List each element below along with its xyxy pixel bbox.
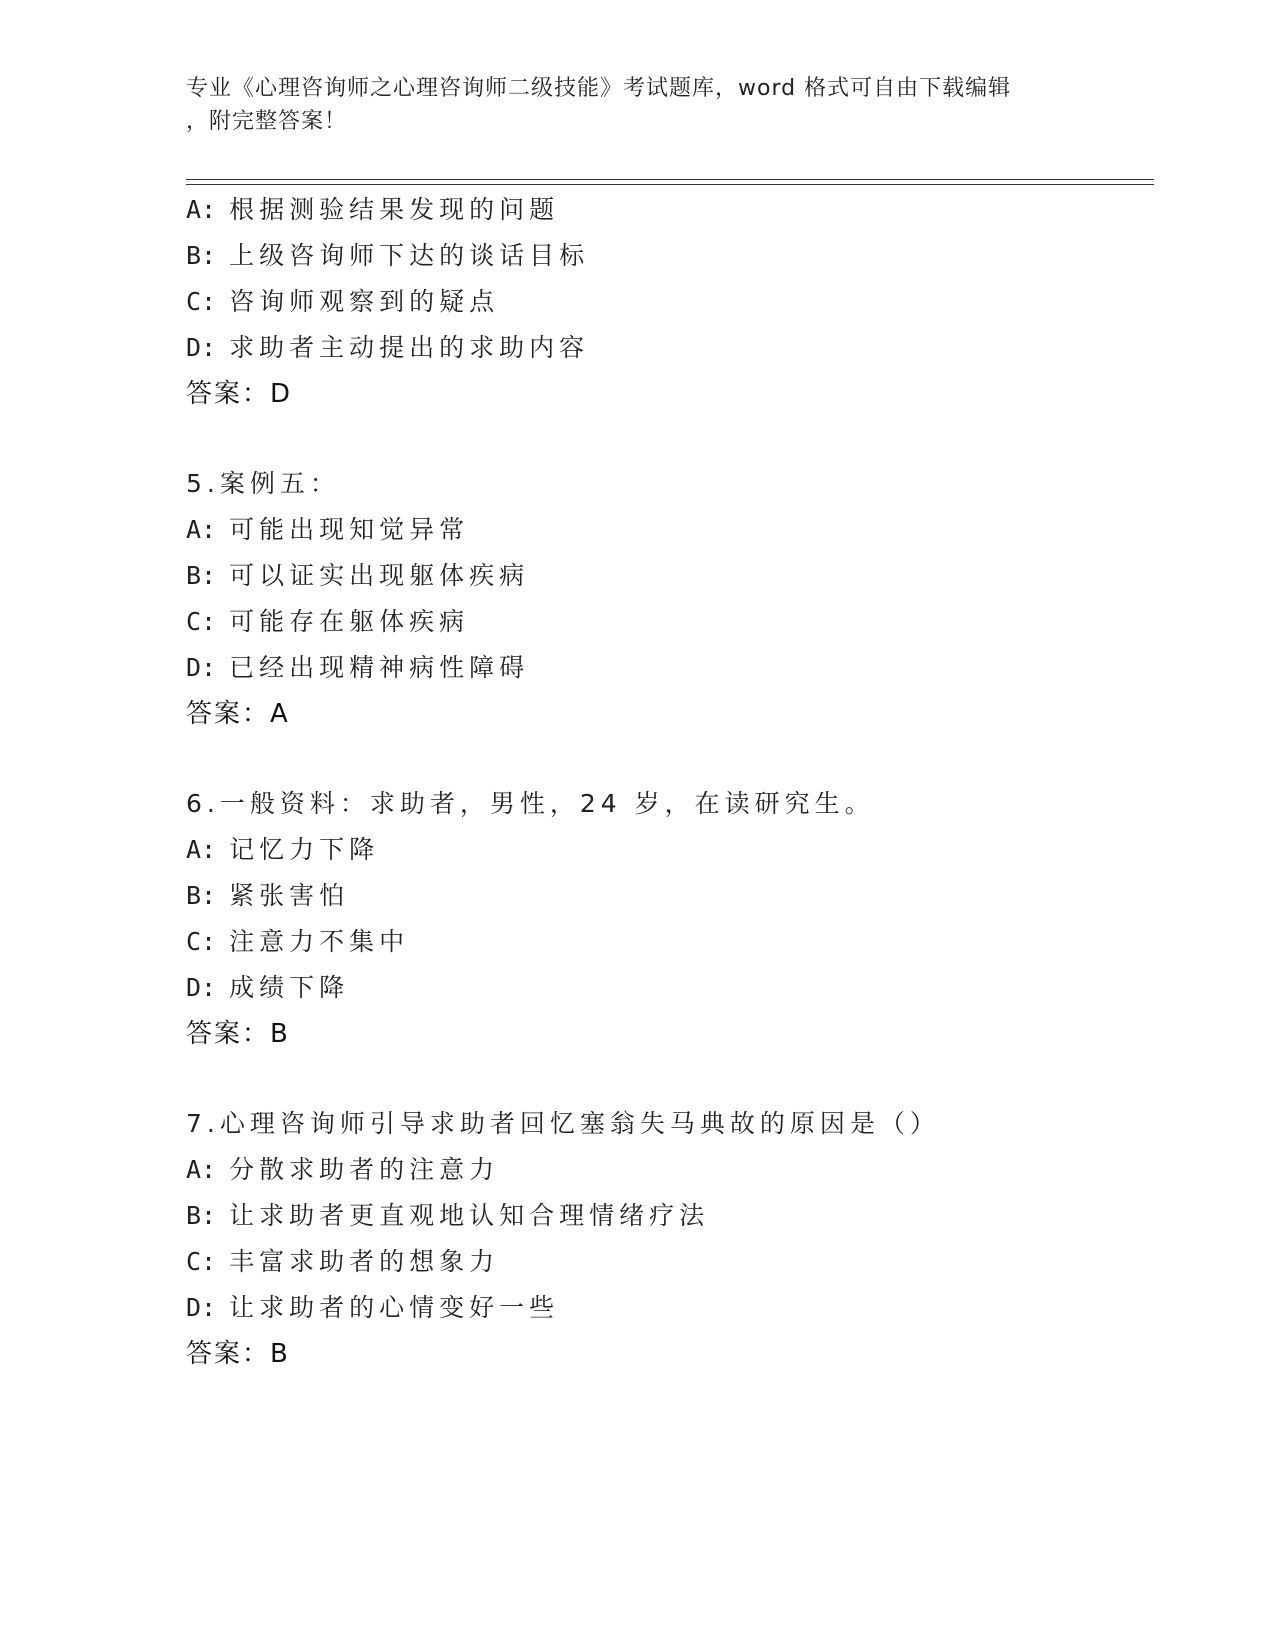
option-b: B: 让求助者更直观地认知合理情绪疗法	[186, 1201, 710, 1230]
option-d: D: 成绩下降	[186, 973, 350, 1002]
answer: 答案：B	[186, 1019, 290, 1049]
option-c: C: 咨询师观察到的疑点	[186, 287, 500, 316]
question-block-4	[186, 187, 1154, 417]
option-c: C: 丰富求助者的想象力	[186, 1247, 500, 1276]
option-a: A: 可能出现知觉异常	[186, 515, 470, 544]
option-c: C: 注意力不集中	[186, 927, 410, 956]
page-header	[186, 72, 1086, 138]
header-divider-top	[186, 179, 1154, 180]
answer: 答案：D	[186, 379, 293, 409]
option-a: A: 根据测验结果发现的问题	[186, 195, 560, 224]
option-c: C: 可能存在躯体疾病	[186, 607, 470, 636]
option-d: D: 求助者主动提出的求助内容	[186, 333, 590, 362]
option-a: A: 分散求助者的注意力	[186, 1155, 500, 1184]
answer: 答案：B	[186, 1339, 290, 1369]
answer: 答案：A	[186, 699, 290, 729]
question-block-6	[186, 781, 1154, 1057]
question-text: 6.一般资料：求助者，男性，24 岁，在读研究生。	[186, 789, 875, 818]
header-divider-bottom	[186, 184, 1154, 185]
option-d: D: 已经出现精神病性障碍	[186, 653, 530, 682]
question-block-5	[186, 461, 1154, 737]
option-b: B: 上级咨询师下达的谈话目标	[186, 241, 590, 270]
header-line-1: 专业《心理咨询师之心理咨询师二级技能》考试题库，word 格式可自由下载编辑	[186, 76, 1012, 101]
option-b: B: 可以证实出现躯体疾病	[186, 561, 530, 590]
question-block-7	[186, 1101, 1154, 1377]
question-list	[186, 187, 1154, 1377]
question-text: 7.心理咨询师引导求助者回忆塞翁失马典故的原因是（）	[186, 1109, 940, 1138]
question-text: 5.案例五：	[186, 469, 340, 498]
header-line-2: ，附完整答案！	[186, 109, 348, 134]
option-b: B: 紧张害怕	[186, 881, 350, 910]
option-d: D: 让求助者的心情变好一些	[186, 1293, 560, 1322]
option-a: A: 记忆力下降	[186, 835, 380, 864]
